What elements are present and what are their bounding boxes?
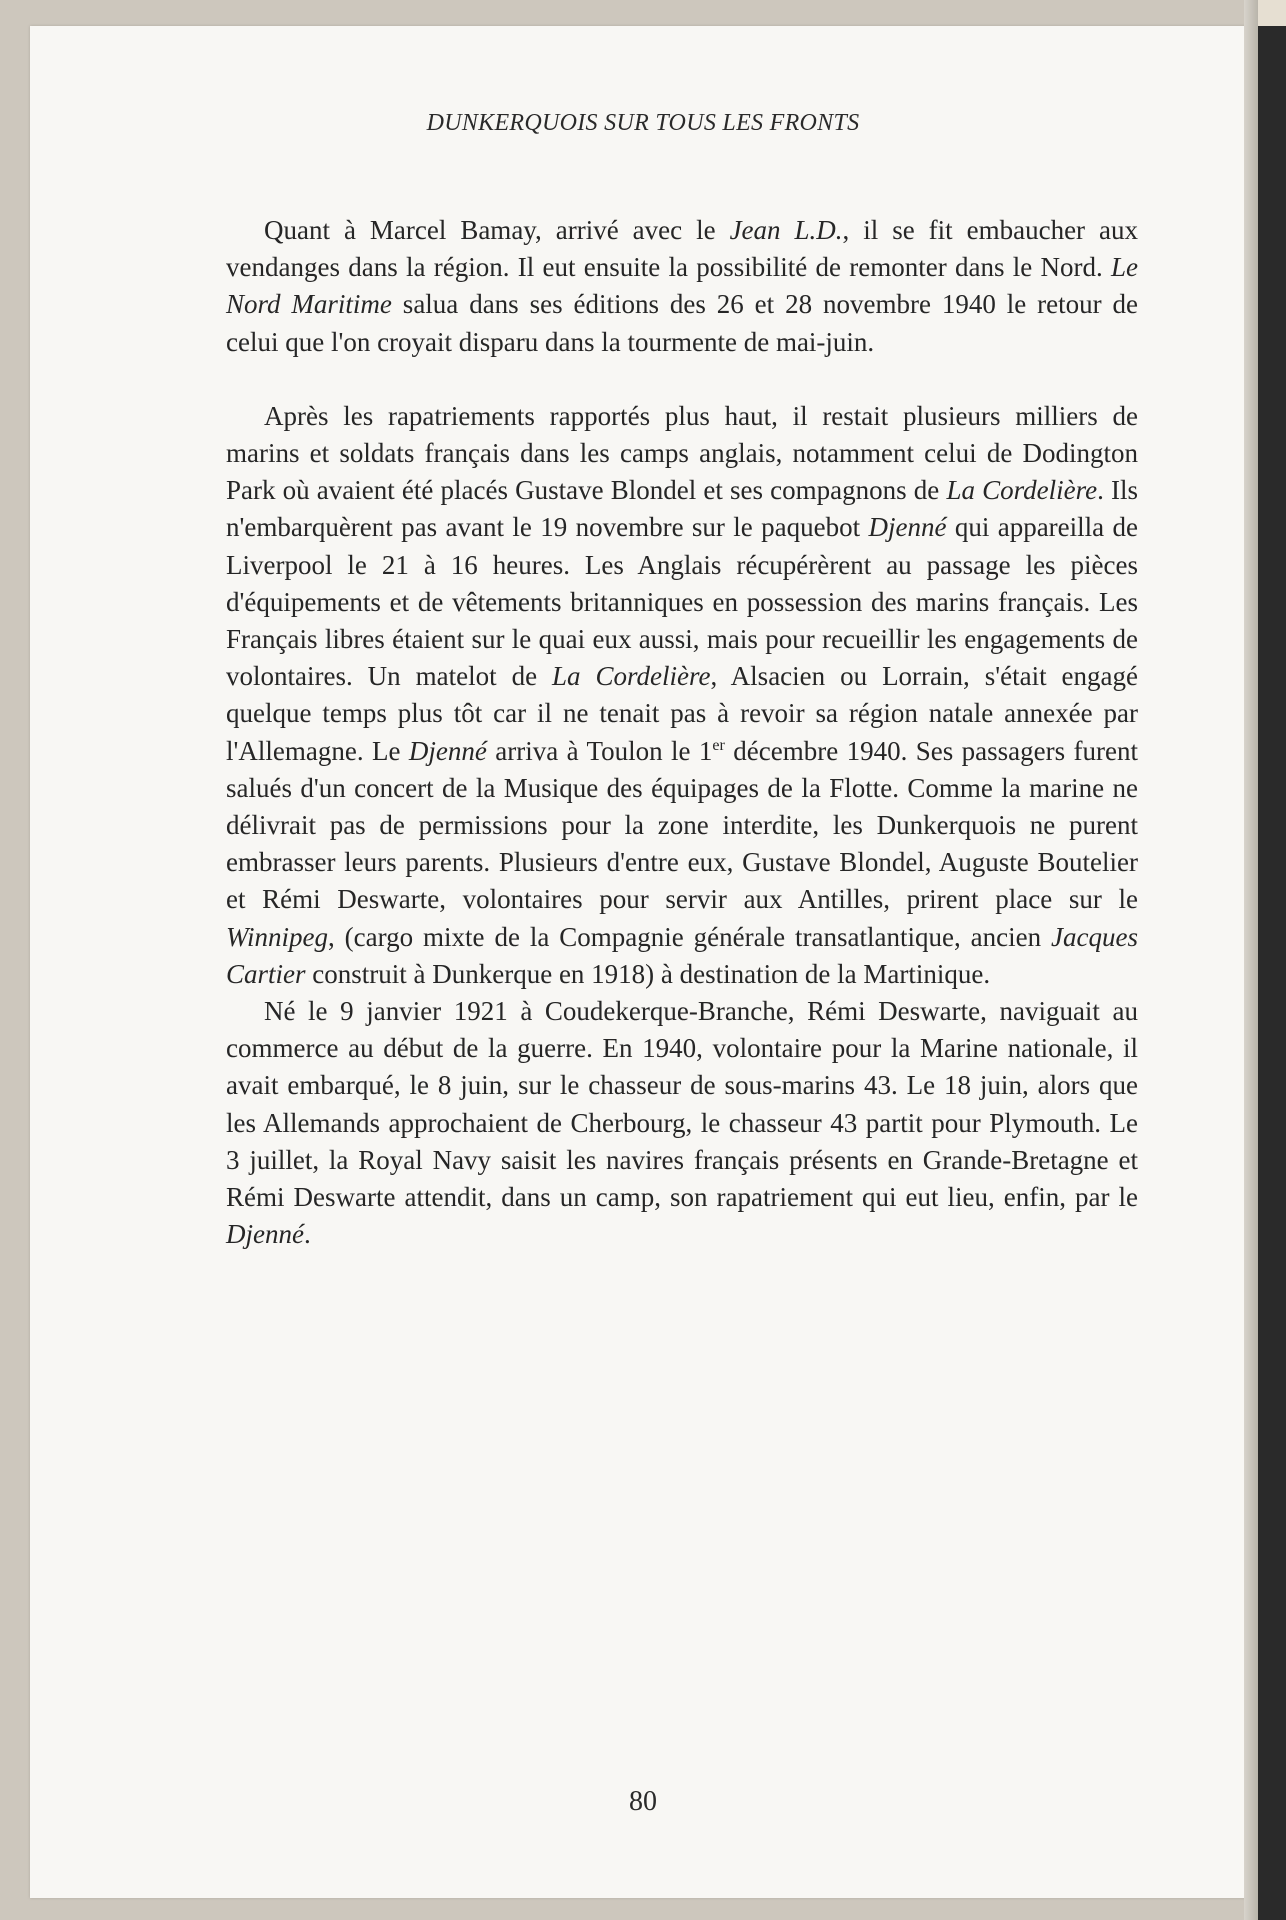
book-binding-top bbox=[1258, 0, 1286, 26]
page-number: 80 bbox=[629, 1786, 657, 1817]
ship-name: Djenné bbox=[868, 512, 947, 543]
running-header: DUNKERQUOIS SUR TOUS LES FRONTS bbox=[426, 110, 860, 136]
paragraph-1: Quant à Marcel Bamay, arrivé avec le Jean L.D., il se fit embaucher aux vendanges dans la région. Il eut ensuite la possibilité de remonter dans le Nord. Le Nord Maritime salua dans ses éditions des 26 et 28 novembre 1940 le retour de celui que l'on croyait disparu dans la tourmente de mai-juin. bbox=[226, 215, 1138, 357]
ship-name: Djenné bbox=[226, 1219, 304, 1250]
book-binding-edge bbox=[1258, 0, 1286, 1920]
ship-name: Winnipeg bbox=[226, 921, 328, 952]
ship-name: La Cordelière bbox=[552, 661, 711, 692]
paragraph-3: Né le 9 janvier 1921 à Coudekerque-Branche, Rémi Deswarte, naviguait au commerce au début de la guerre. En 1940, volontaire pour la Marine nationale, il avait embarqué, le 8 juin, sur le chasseur de sous-marins 43. Le 18 juin, alors que les Allemands approchaient de Cherbourg, le chasseur 43 partit pour Plymouth. Le 3 juillet, la Royal Navy saisit les navires français présents en Grande-Bretagne et Rémi Deswarte attendit, dans un camp, son rapatriement qui eut lieu, enfin, par le Djenné. bbox=[226, 996, 1138, 1250]
book-spine-shadow bbox=[1244, 0, 1258, 1920]
ship-name: La Cordelière bbox=[946, 475, 1098, 506]
body-text bbox=[226, 212, 1138, 1253]
paragraph-2: Après les rapatriements rapportés plus haut, il restait plusieurs milliers de marins et soldats français dans les camps anglais, notamment celui de Dodington Park où avaient été placés Gustave Blondel et ses compagnons de La Cordelière. Ils n'embarquèrent pas avant le 19 novembre sur le paquebot Djenné qui appareilla de Liverpool le 21 à 16 heures. Les Anglais récupérèrent au passage les pièces d'équipements et de vêtements britanniques en possession des marins français. Les Français libres étaient sur le quai eux aussi, mais pour recueillir les engagements de volontaires. Un matelot de La Cordelière, Alsacien ou Lorrain, s'était engagé quelque temps plus tôt car il ne tenait pas à revoir sa région natale annexée par l'Allemagne. Le Djenné arriva à Toulon le 1er décembre 1940. Ses passagers furent salués d'un concert de la Musique des équipages de la Flotte. Comme la marine ne délivrait pas de permissions pour la zone interdite, les Dunkerquois ne purent embrasser leurs parents. Plusieurs d'entre eux, Gustave Blondel, Auguste Boutelier et Rémi Deswarte, volontaires pour servir aux Antilles, prirent place sur le Winnipeg, (cargo mixte de la Compagnie générale transatlantique, ancien Jacques Cartier construit à Dunkerque en 1918) à destination de la Martinique. bbox=[226, 400, 1138, 989]
newspaper-name: Le Nord Maritime bbox=[226, 252, 1138, 320]
ship-name: Jacques Cartier bbox=[226, 921, 1138, 989]
ordinal-superscript: er bbox=[712, 736, 725, 754]
ship-name: Djenné bbox=[408, 735, 487, 766]
ship-name: Jean L.D. bbox=[729, 215, 843, 245]
